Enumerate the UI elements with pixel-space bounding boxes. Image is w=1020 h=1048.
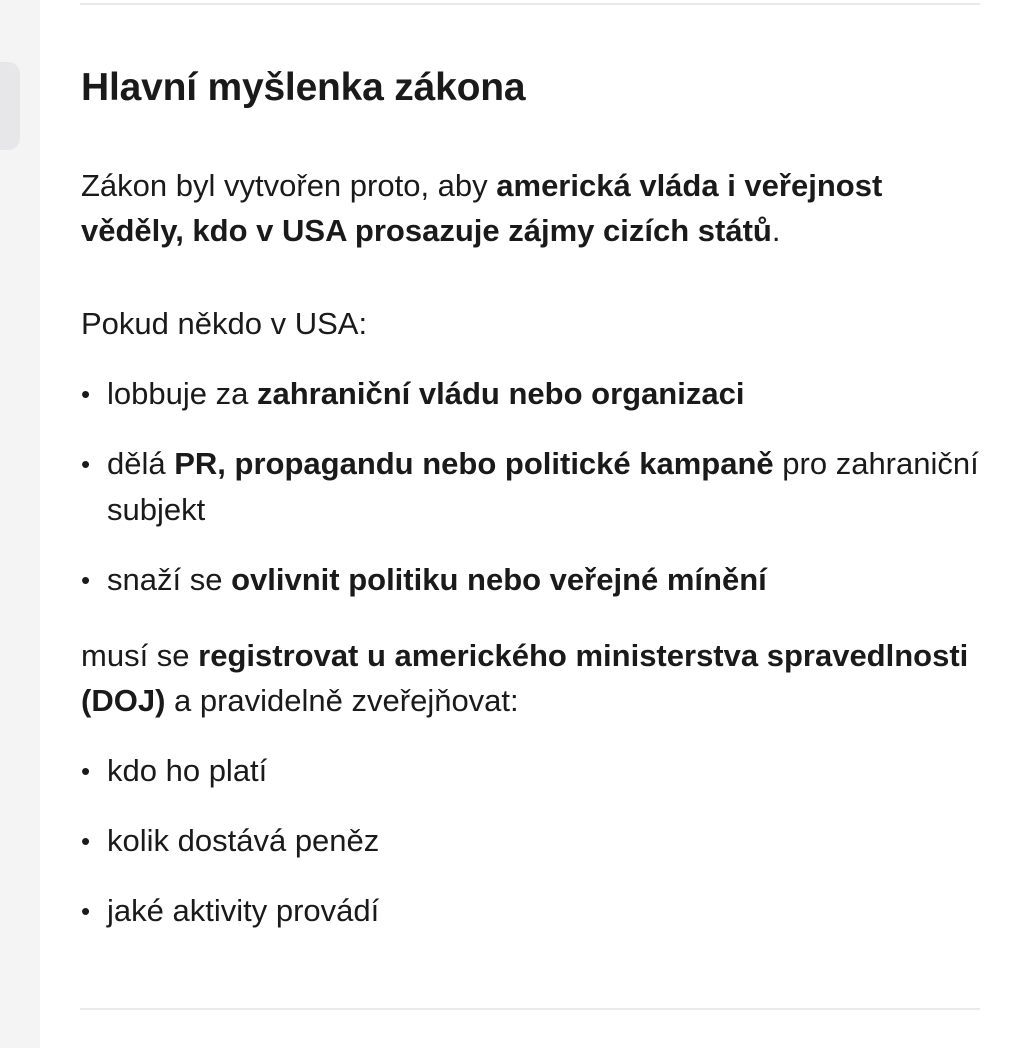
bottom-divider <box>80 1008 980 1010</box>
section-title: Hlavní myšlenka zákona <box>81 66 526 109</box>
top-divider <box>80 3 980 5</box>
sidebar-tab[interactable] <box>0 62 20 150</box>
list-item: • kdo ho platí <box>81 748 991 794</box>
activity-text-1: snaží se <box>107 562 232 597</box>
intro-text-1: Zákon byl vytvořen proto, aby <box>81 168 497 203</box>
content-card <box>40 0 1020 1048</box>
list-item: • jaké aktivity provádí <box>81 888 991 934</box>
obligation-paragraph <box>81 633 991 723</box>
activity-text-1: dělá <box>107 446 175 481</box>
activity-bold: zahraniční vládu nebo organizaci <box>256 376 745 411</box>
activity-bold: PR, propagandu nebo politické kampaně <box>174 446 774 481</box>
intro-paragraph <box>81 163 991 253</box>
list-item <box>81 371 991 417</box>
condition-paragraph: Pokud někdo v USA: <box>81 306 368 341</box>
obligation-text-1: musí se <box>81 638 199 673</box>
disclosures-list <box>81 748 991 934</box>
obligation-text-2: a pravidelně zveřejňovat: <box>165 683 519 718</box>
intro-bold: americká vláda i veřejnost věděly, kdo v USA prosazuje zájmy cizích států <box>81 168 883 248</box>
activity-text-2: pro zahraniční subjekt <box>107 446 979 527</box>
law-summary-section <box>81 60 991 934</box>
list-item <box>81 441 991 533</box>
activity-bold: ovlivnit politiku nebo veřejné mínění <box>231 562 767 597</box>
list-item: • kolik dostává peněz <box>81 818 991 864</box>
activity-text-1: lobbuje za <box>107 376 257 411</box>
intro-text-2: . <box>771 213 781 248</box>
list-item <box>81 557 991 603</box>
activities-list <box>81 371 991 603</box>
obligation-bold: registrovat u amerického ministerstva spravedlnosti (DOJ) <box>81 638 969 718</box>
sidebar-rail <box>0 0 40 1048</box>
